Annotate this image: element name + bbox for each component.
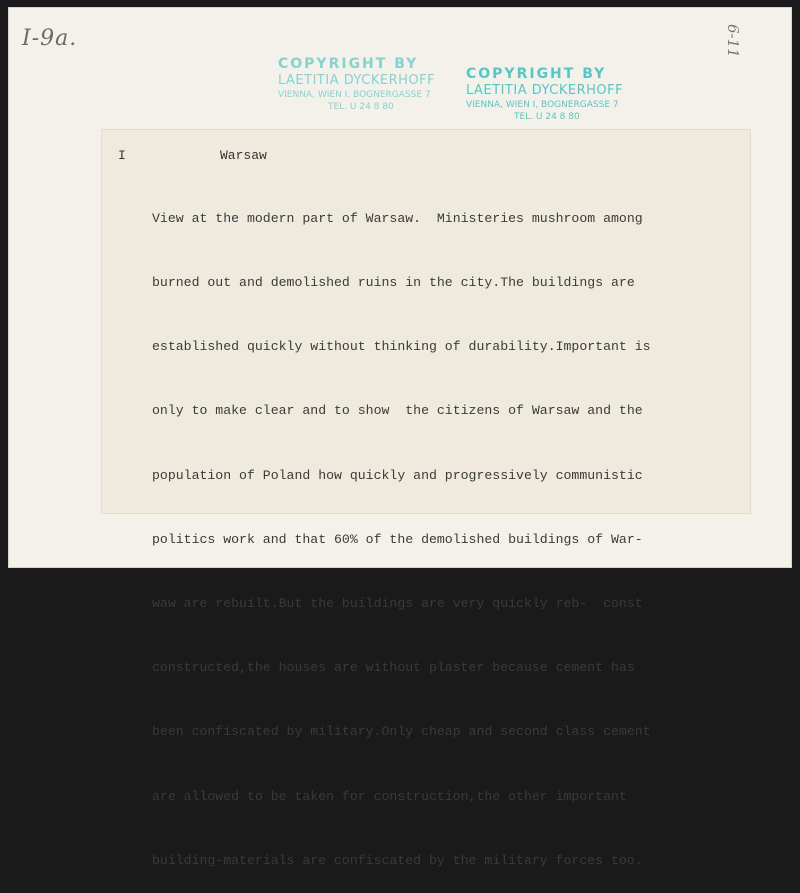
caption-line: constructed,the houses are without plaster because cement has: [152, 660, 635, 676]
caption-marker: I: [118, 148, 126, 163]
caption-line: established quickly without thinking of durability.Important is: [152, 339, 651, 355]
caption-title: Warsaw: [220, 148, 267, 163]
copyright-stamp: [466, 66, 623, 122]
caption-line: been confiscated by military.Only cheap and second class cement: [152, 724, 651, 740]
stamp-telephone: TEL. U 24 8 80: [328, 102, 394, 112]
stamp-title: COPYRIGHT BY: [466, 66, 607, 82]
caption-line: waw are rebuilt.But the buildings are very quickly reb- const: [152, 596, 643, 612]
stamp-address: VIENNA, WIEN I, BOGNERGASSE 7: [278, 90, 431, 100]
stamp-telephone: TEL. U 24 8 80: [514, 112, 580, 122]
caption-line: View at the modern part of Warsaw. Ministeries mushroom among: [152, 210, 643, 226]
stamp-name: LAETITIA DYCKERHOFF: [466, 83, 624, 98]
caption-line: politics work and that 60% of the demolished buildings of War-: [152, 531, 643, 547]
stamp-title: COPYRIGHT BY: [278, 56, 419, 72]
stamp-name: LAETITIA DYCKERHOFF: [278, 73, 436, 88]
stamp-address: VIENNA, WIEN I, BOGNERGASSE 7: [466, 100, 619, 110]
handwritten-note-side: 6-11: [724, 24, 742, 58]
caption-line: building-materials are confiscated by the military forces too.: [152, 852, 643, 868]
caption-line: only to make clear and to show the citizens of Warsaw and the: [152, 403, 643, 419]
handwritten-note: I-9a.: [22, 26, 78, 51]
caption-line: burned out and demolished ruins in the city.The buildings are: [152, 275, 635, 291]
caption-line: are allowed to be taken for construction,the other important: [152, 788, 627, 804]
caption-body: [152, 165, 651, 893]
copyright-stamp-faded: [278, 56, 435, 112]
caption-line: population of Poland how quickly and progressively communistic: [152, 467, 643, 483]
